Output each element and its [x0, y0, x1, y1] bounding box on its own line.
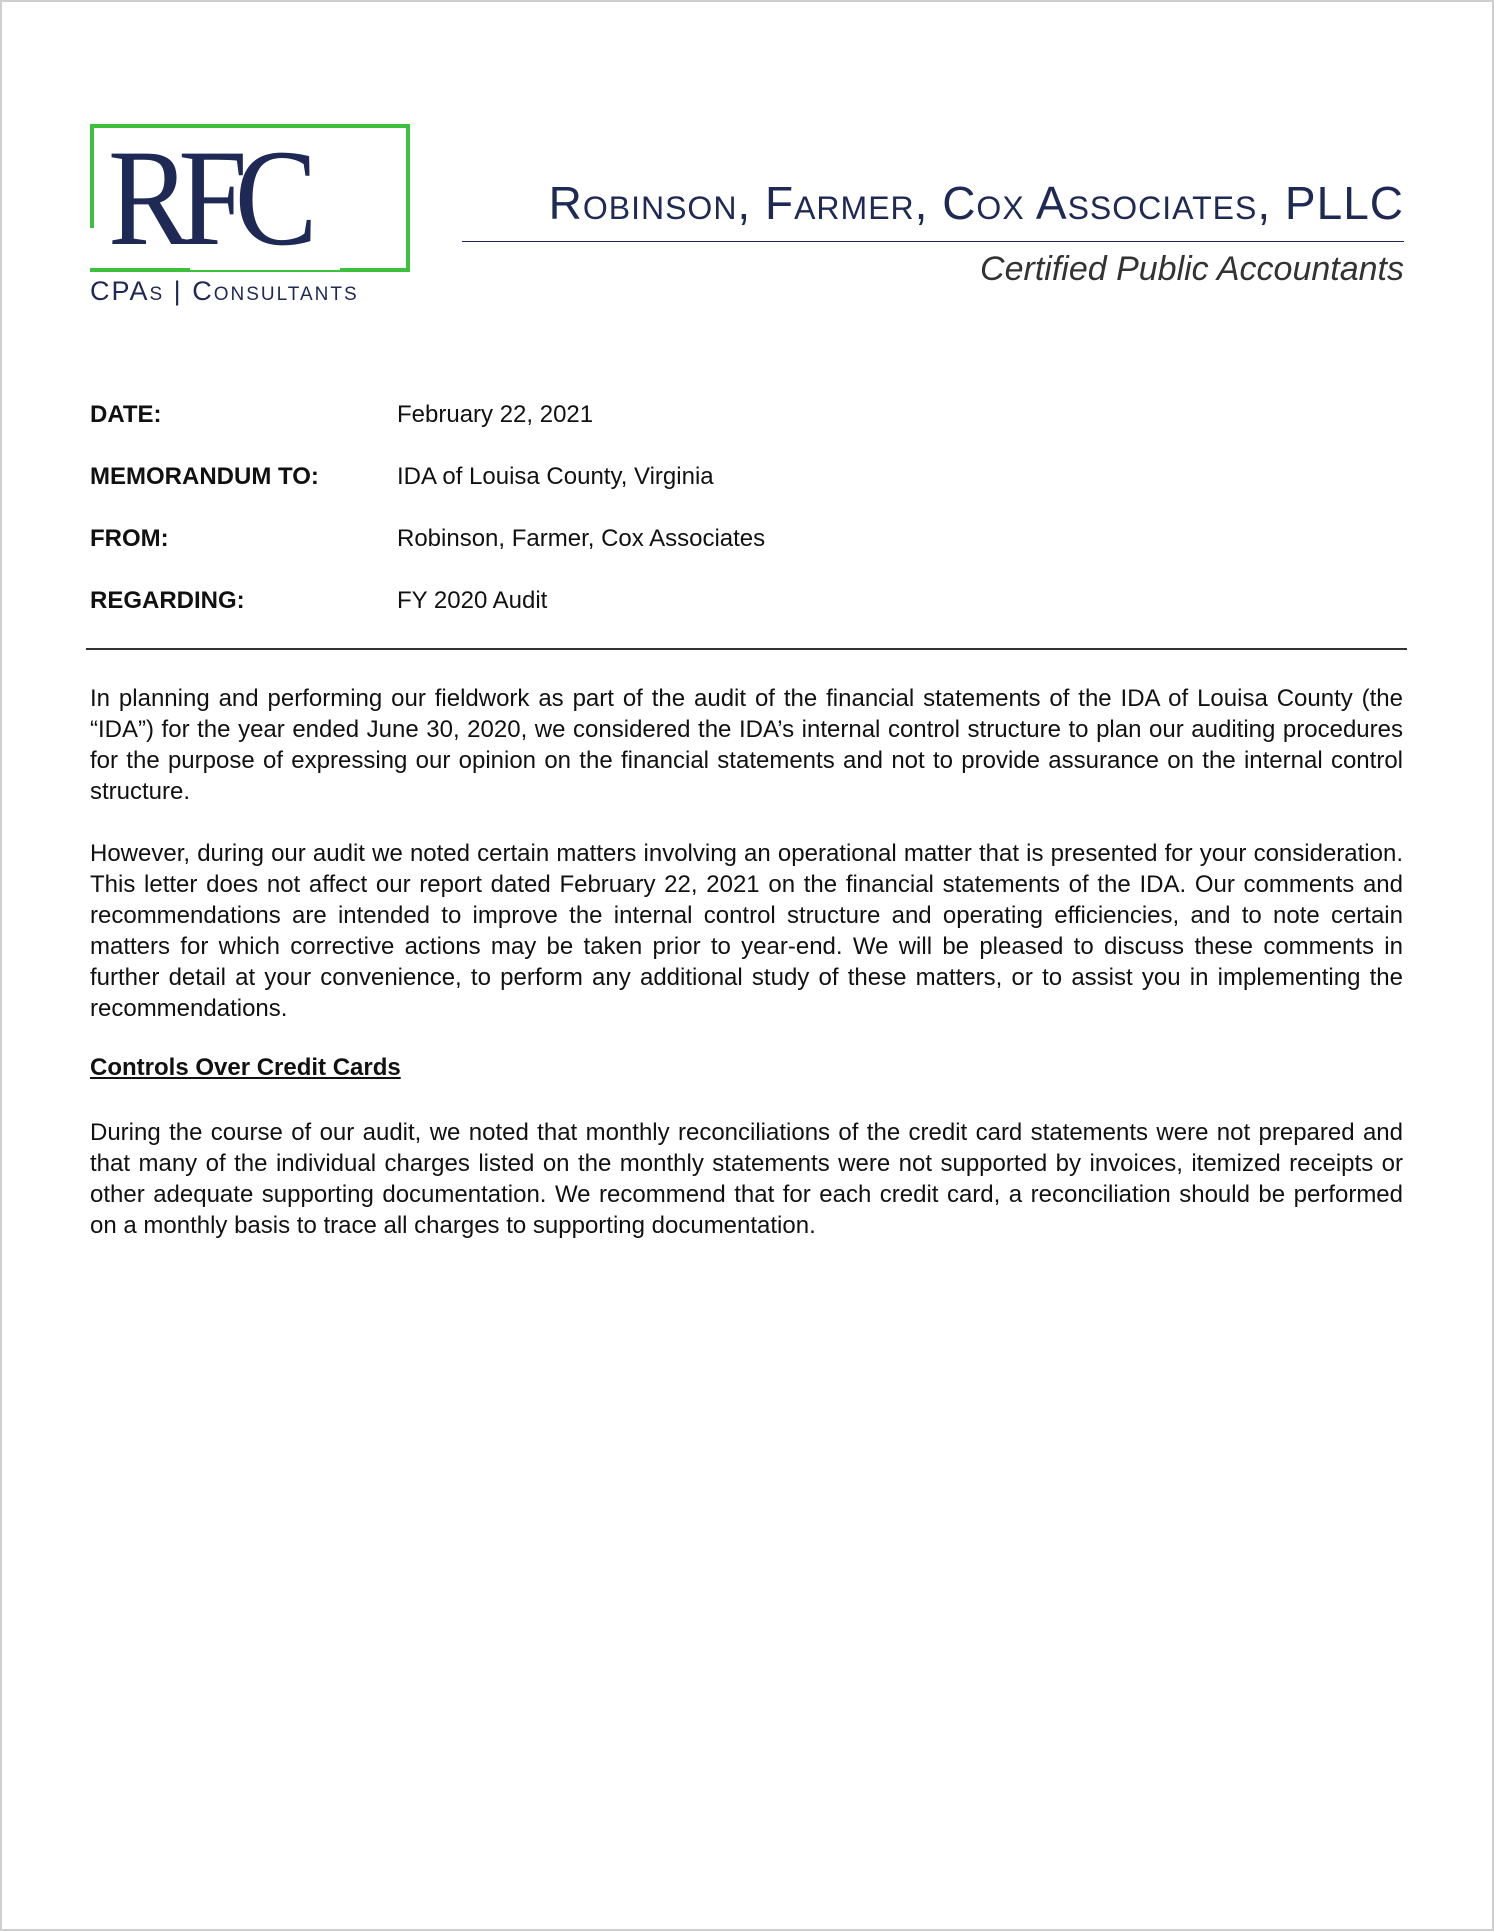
paragraph-intro: In planning and performing our fieldwork as part of the audit of the financial statements of the IDA of Louisa County (the “IDA”) for the year ended June 30, 2020, we considered the IDA’s internal control structure to plan our auditing procedures for the purpose of expressing our opinion on the financial statements and not to provide assurance on the internal control structure.	[90, 685, 1403, 805]
memo-label: FROM:	[90, 525, 169, 552]
memo-label: MEMORANDUM TO:	[90, 463, 319, 490]
logo-frame-gap	[86, 228, 96, 268]
paragraph-matters: However, during our audit we noted certain matters involving an operational matter that is presented for your consideration. This letter does not affect our report dated February 22, 2021 on the financial statements of the IDA. Our comments and recommendations are intended to improve the internal control structure and operating efficiencies, and to note certain matters for which corrective actions may be taken prior to year-end. We will be pleased to discuss these comments in further detail at your convenience, to perform any additional study of these matters, or to assist you in implementing the recommendations.	[90, 840, 1403, 1022]
company-name: Robinson, Farmer, Cox Associates, PLLC	[548, 177, 1404, 229]
memo-value: FY 2020 Audit	[397, 587, 548, 614]
memo-value: February 22, 2021	[397, 401, 594, 428]
memo-divider	[86, 648, 1407, 650]
memo-label: DATE:	[90, 401, 162, 428]
memo-value: Robinson, Farmer, Cox Associates	[397, 525, 766, 552]
memo-value: IDA of Louisa County, Virginia	[397, 463, 714, 490]
logo-subtitle: CPAs | Consultants	[90, 276, 359, 306]
header-divider	[462, 241, 1404, 242]
memo-label: REGARDING:	[90, 587, 245, 614]
section-heading: Controls Over Credit Cards	[90, 1054, 401, 1081]
paragraph-credit-cards: During the course of our audit, we noted that monthly reconciliations of the credit card statements were not prepared and that many of the individual charges listed on the monthly statements were not supported by invoices, itemized receipts or other adequate supporting documentation. We recommend that for each credit card, a reconciliation should be performed on a monthly basis to trace all charges to supporting documentation.	[90, 1119, 1403, 1239]
logo-letters: RFC	[108, 121, 305, 274]
company-tagline: Certified Public Accountants	[980, 250, 1404, 288]
